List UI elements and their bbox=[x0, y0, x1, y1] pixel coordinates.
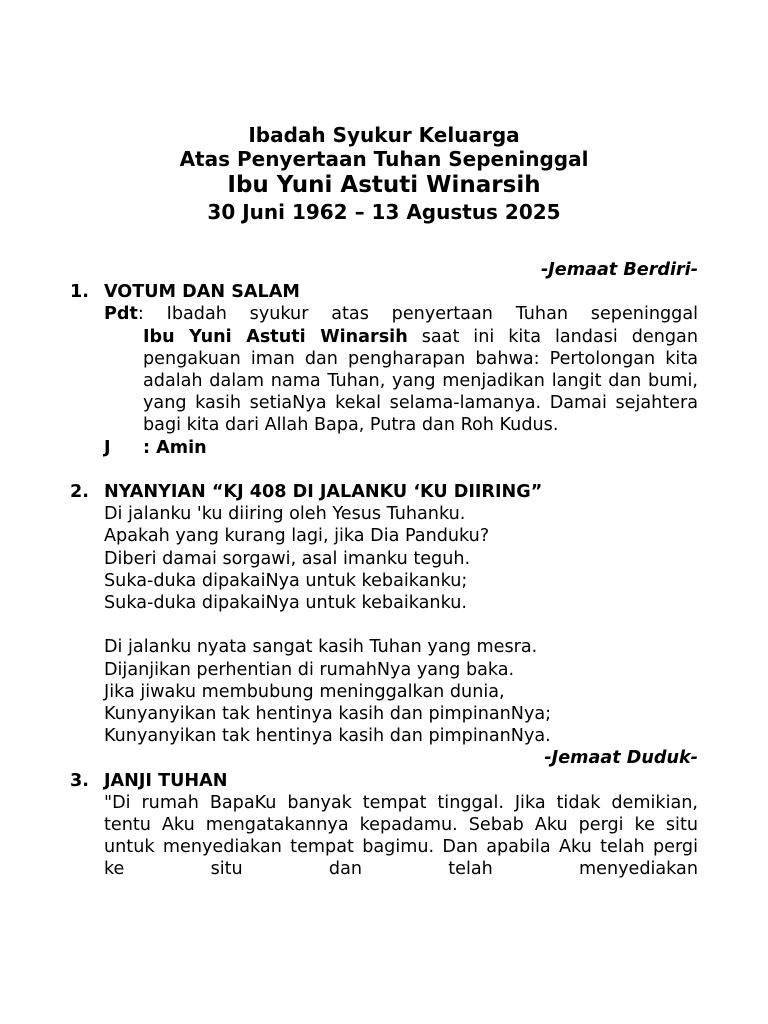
hymn-line: Dijanjikan perhentian di rumahNya yang baka. bbox=[104, 659, 515, 680]
pdt-rest-text: saat ini kita landasi dengan pengakuan iman dan pengharapan bahwa: Pertolongan kita adalah dalam nama Tuhan, yang menjadikan langit dan bumi, yang kasih setiaNya kekal selama-lamanya. Damai sejahtera bagi kita dari Allah Bapa, Putra dan Roh Kudus. bbox=[143, 326, 698, 436]
document-header bbox=[0, 123, 768, 224]
section-number: 2. bbox=[70, 482, 89, 502]
pdt-body bbox=[143, 326, 698, 437]
section-title-text: NYANYIAN “KJ 408 DI JALANKU ‘KU DIIRING” bbox=[104, 482, 543, 502]
header-dates: 30 Juni 1962 – 13 Agustus 2025 bbox=[207, 200, 561, 224]
document-body bbox=[0, 259, 768, 881]
j-label: J bbox=[104, 437, 111, 458]
section-1-title bbox=[0, 281, 768, 303]
hymn-line: Di jalanku 'ku diiring oleh Yesus Tuhanku. bbox=[104, 504, 466, 525]
section-title-text: JANJI TUHAN bbox=[104, 770, 228, 791]
hymn-line: Suka-duka dipakaiNya untuk kebaikanku; bbox=[104, 570, 468, 591]
note-stand: -Jemaat Berdiri- bbox=[540, 260, 698, 280]
hymn-verse-2 bbox=[104, 636, 698, 747]
section-number: 1. bbox=[70, 282, 89, 303]
hymn-line: Kunyanyikan tak hentinya kasih dan pimpinanNya; bbox=[104, 704, 552, 725]
section-3-title bbox=[0, 770, 768, 792]
header-name: Ibu Yuni Astuti Winarsih bbox=[227, 172, 541, 198]
spacer bbox=[0, 459, 768, 481]
pdt-paragraph bbox=[104, 303, 698, 325]
spacer bbox=[0, 614, 768, 636]
hymn-line: Suka-duka dipakaiNya untuk kebaikanku. bbox=[104, 593, 467, 614]
pdt-lead-text: : Ibadah syukur atas penyertaan Tuhan sepeninggal bbox=[137, 304, 698, 325]
hymn-line: Kunyanyikan tak hentinya kasih dan pimpinanNya. bbox=[104, 726, 551, 747]
section-number: 3. bbox=[70, 770, 89, 791]
header-subtitle: Atas Penyertaan Tuhan Sepeninggal bbox=[179, 147, 589, 171]
note-sit: -Jemaat Duduk- bbox=[544, 748, 698, 769]
jemaat-response bbox=[0, 437, 768, 459]
header-title: Ibadah Syukur Keluarga bbox=[248, 123, 520, 147]
hymn-verse-1 bbox=[104, 503, 698, 614]
hymn-line: Apakah yang kurang lagi, jika Dia Panduku? bbox=[104, 526, 490, 547]
hymn-line: Diberi damai sorgawi, asal imanku teguh. bbox=[104, 548, 471, 569]
j-text: : Amin bbox=[143, 437, 207, 458]
hymn-line: Di jalanku nyata sangat kasih Tuhan yang mesra. bbox=[104, 637, 538, 658]
hymn-line: Jika jiwaku membubung meninggalkan dunia, bbox=[104, 681, 505, 702]
section-2-title bbox=[0, 481, 768, 503]
scripture-paragraph: "Di rumah BapaKu banyak tempat tinggal. Jika tidak demikian, tentu Aku mengatakannya kepadamu. Sebab Aku pergi ke situ untuk menyediakan tempat bagimu. Dan apabila Aku telah pergi ke situ dan telah menyediakan bbox=[104, 792, 698, 880]
pdt-label: Pdt bbox=[104, 304, 138, 325]
pdt-name: Ibu Yuni Astuti Winarsih bbox=[143, 326, 408, 347]
section-title-text: VOTUM DAN SALAM bbox=[104, 282, 300, 303]
